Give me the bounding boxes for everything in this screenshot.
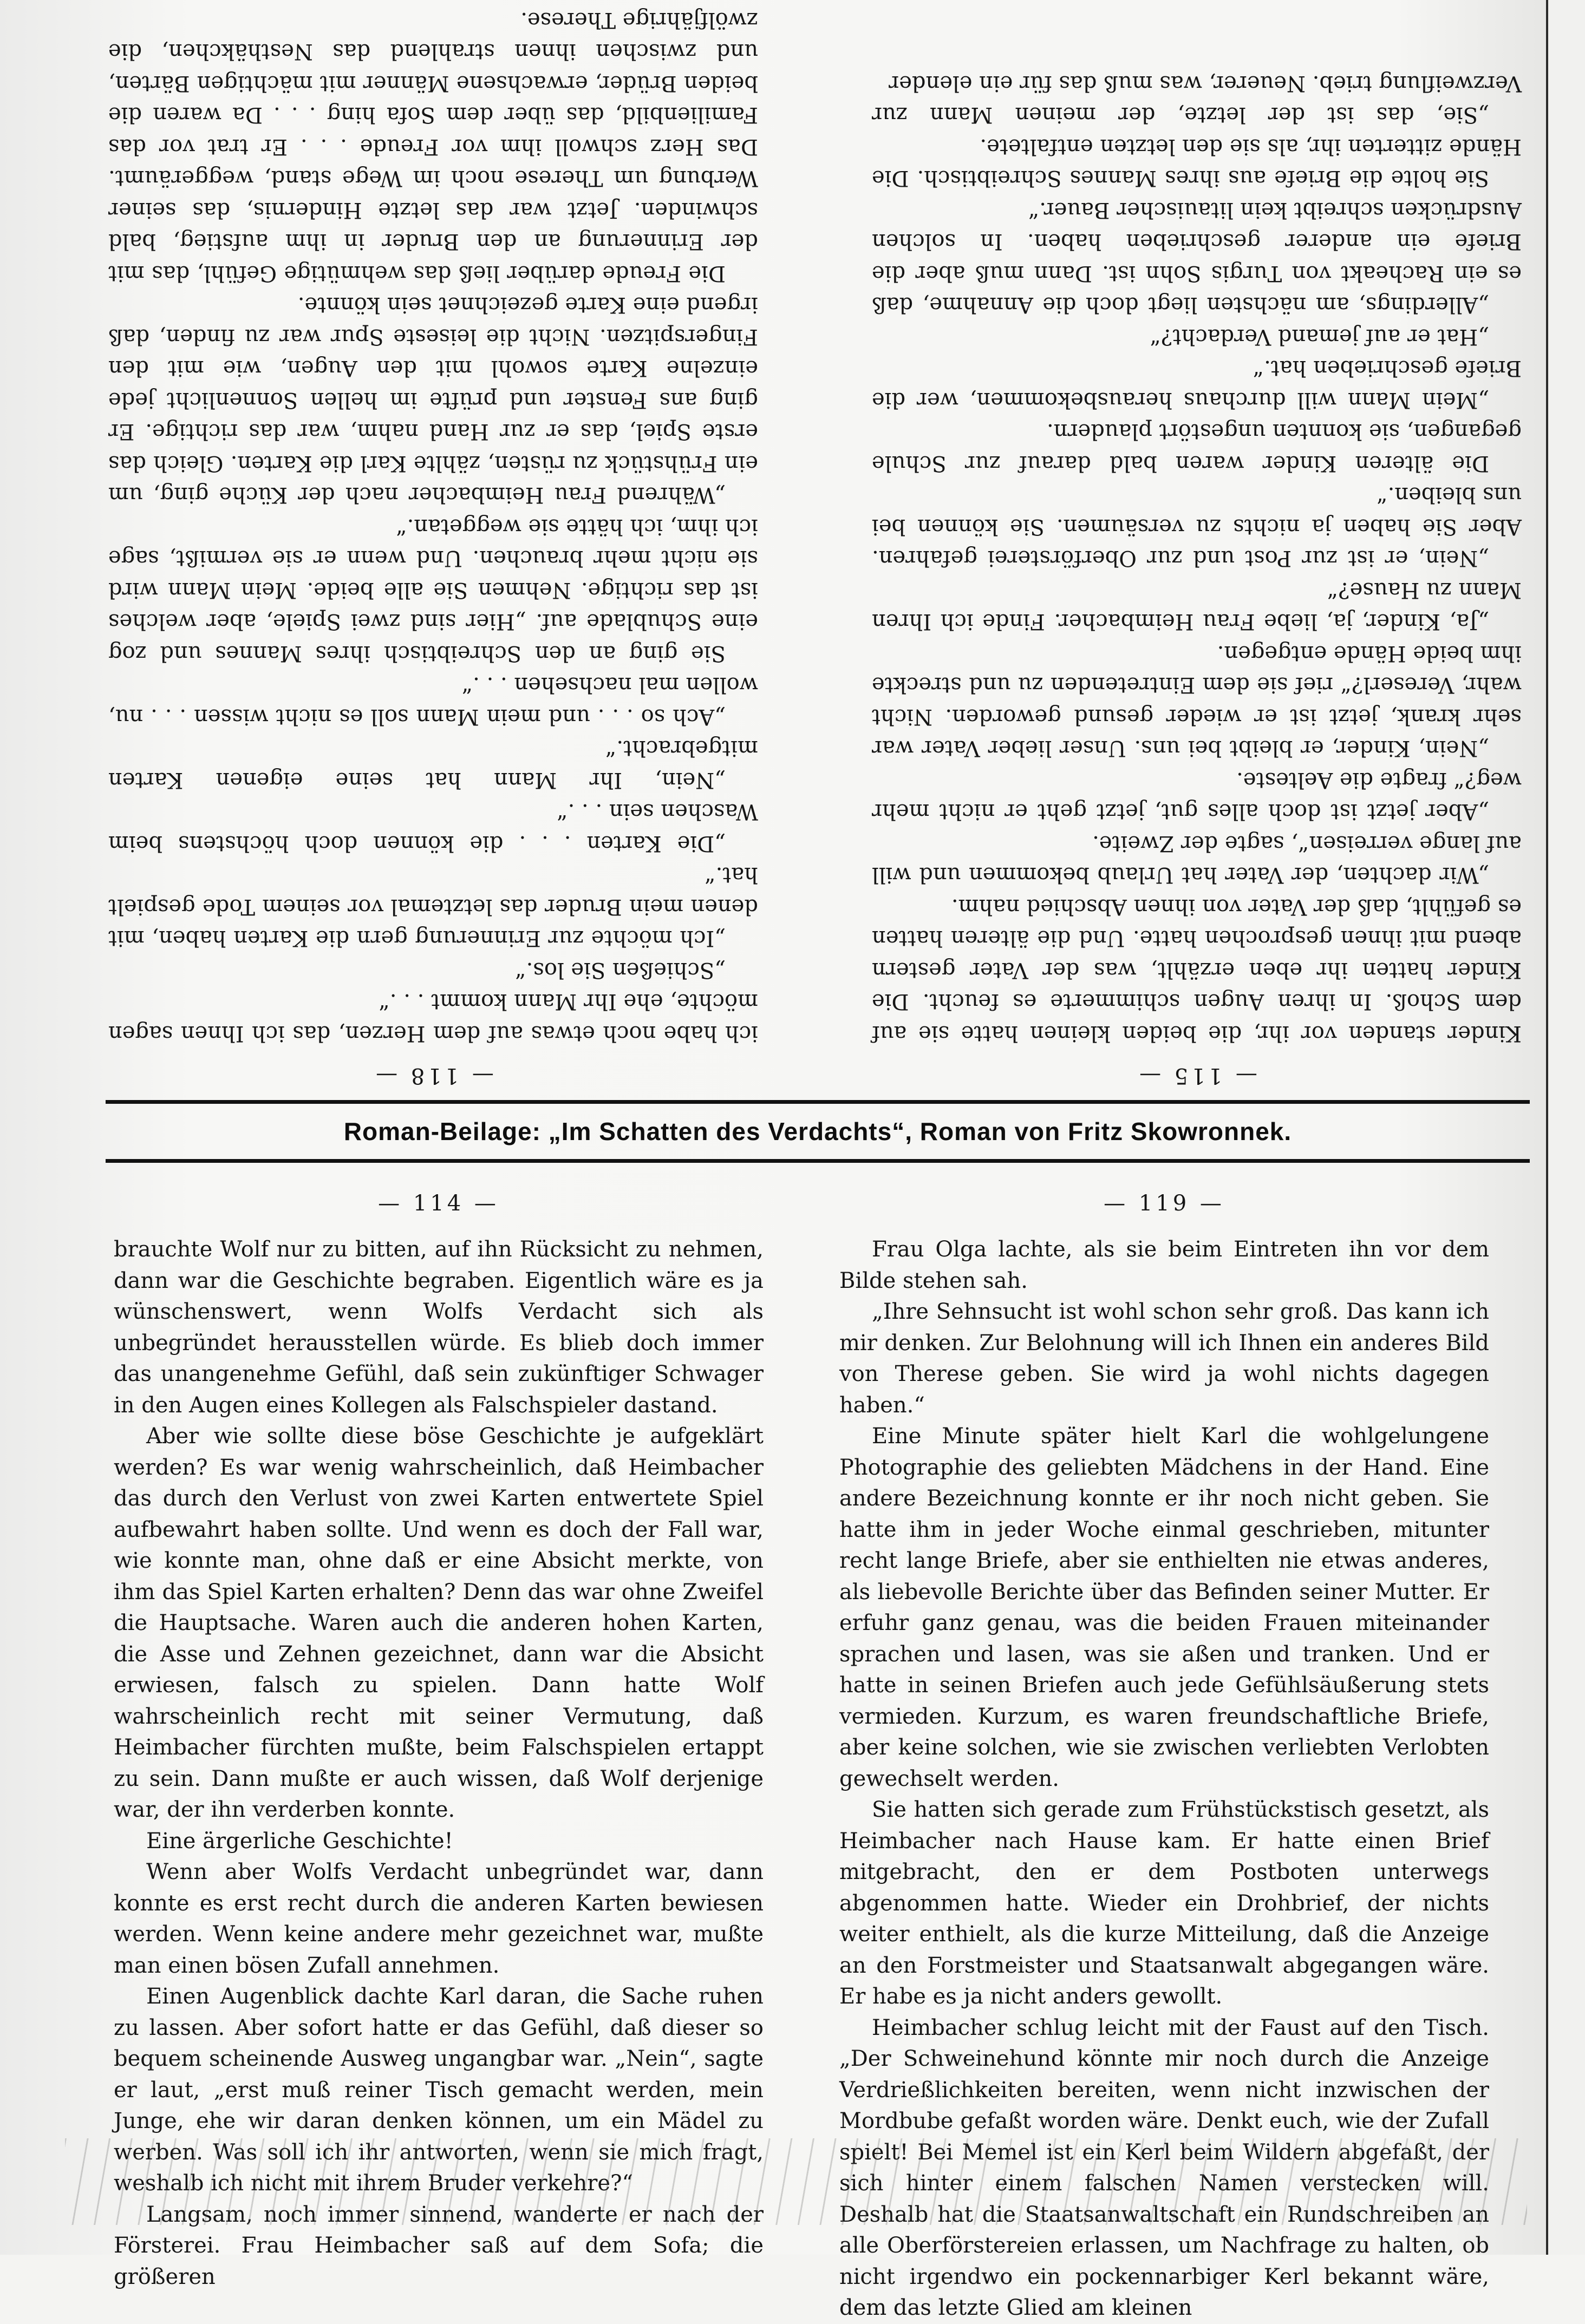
paragraph: Eine ärgerliche Geschichte! xyxy=(146,1828,453,1854)
lower-left-column xyxy=(114,1191,764,2293)
paragraph: „Nein, er ist zur Post und zur Oberförsterei gefahren. Aber Sie haben ja nichts zu versäumen. Sie können bei uns bleiben.“ xyxy=(872,482,1522,571)
paragraph: brauchte Wolf nur zu bitten, auf ihn Rücksicht zu nehmen, dann war die Geschichte begraben. Eigentlich wäre es ja wünschenswert, wenn Wolfs Verdacht sich als unbegründet herausstellen würde. Es blieb doch immer das unangenehme Gefühl, daß sein zukünftiger Schwager in den Augen eines Kollegen als Falschspieler dastand. xyxy=(114,1237,764,1418)
upside-down-section xyxy=(92,8,1522,1088)
paragraph: Die Freude darüber ließ das wehmütige Gefühl, das mit der Erinnerung an den Bruder in ihm aufstieg, bald schwinden. Jetzt war das letzte Hindernis, das seiner Werbung um Therese noch im Wege stand, weggeräumt. Das Herz schwoll ihm vor Freude . . . Er trat vor das Familienbild, das über dem Sofa hing . . . Da waren die beiden Brüder, erwachsene Männer mit mächtigen Bärten, und zwischen ihnen strahlend das Nesthäkchen, die zwölfjährige Therese. xyxy=(108,8,758,286)
upside-right-column xyxy=(108,4,758,1089)
paragraph: „Aber jetzt ist doch alles gut, jetzt geht er nicht mehr weg?“ fragte die Aelteste. xyxy=(872,768,1522,824)
paragraph: Einen Augenblick dachte Karl daran, die Sache ruhen zu lassen. Aber sofort hatte er das Gefühl, daß dieser so bequem scheinende Ausweg ungangbar war. „Nein“, sagte er laut, „erst muß reiner Tisch gemacht werden, mein Junge, ehe wir daran denken können, um ein Mädel zu werben. Was soll ich ihr antworten, wenn sie mich fragt, weshalb ich nicht mit ihrem Bruder verkehre?“ xyxy=(114,1984,764,2196)
paragraph: „Mein Mann will durchaus herausbekommen, wer die Briefe geschrieben hat.“ xyxy=(872,356,1522,413)
paragraph: Die älteren Kinder waren bald darauf zur Schule gegangen, sie konnten ungestört plaudern. xyxy=(872,419,1522,476)
section-banner xyxy=(106,1100,1530,1163)
paragraph: „Sie, das ist der letzte, der meinen Mann zur Verzweiflung trieb. Neuerer, was muß das für ein elender xyxy=(872,71,1522,128)
adjacent-page-edge xyxy=(1546,0,1585,2255)
paragraph: „Ach so . . . und mein Mann soll es nicht wissen . . . nu, wollen mal nachsehen . . .“ xyxy=(108,672,758,729)
upside-left-column xyxy=(872,68,1522,1089)
paragraph: „Ich möchte zur Erinnerung gern die Karten haben, mit denen mein Bruder das letztemal vor seinem Tode gespielt hat.“ xyxy=(108,862,758,951)
paragraph: ich habe noch etwas auf dem Herzen, das ich Ihnen sagen möchte, ehe Ihr Mann kommt . . .“ xyxy=(108,989,758,1046)
paragraph: Langsam, noch immer sinnend, wanderte er nach der Försterei. Frau Heimbacher saß auf dem Sofa; die größeren xyxy=(114,2202,764,2289)
paragraph: Frau Olga lachte, als sie beim Eintreten ihn vor dem Bilde stehen sah. xyxy=(839,1237,1489,1293)
paragraph: „Nein, Ihr Mann hat seine eigenen Karten mitgebracht.“ xyxy=(108,736,758,793)
page-number: — 118 — xyxy=(373,1063,494,1088)
paragraph: Heimbacher schlug leicht mit der Faust auf den Tisch. „Der Schweinehund könnte mir noch durch die Anzeige Verdrießlichkeiten bereiten, wenn nicht inzwischen der Mordbube gefaßt worden wäre. Denkt euch, wie der Zufall spielt! Bei Memel ist ein Kerl beim Wildern abgefaßt, der sich hinter einem falschen Namen verstecken will. Deshalb hat die Staatsanwaltschaft ein Rundschreiben an alle Oberförstereien erlassen, um Nachfrage zu halten, ob nicht irgendwo ein pockennarbiger Kerl bekannt wäre, dem das letzte Glied am kleinen xyxy=(839,2015,1489,2320)
paragraph: „Ja, Kinder, ja, liebe Frau Heimbacher. Finde ich Ihren Mann zu Hause?“ xyxy=(872,578,1522,634)
paragraph: „Allerdings, am nächsten liegt doch die Annahme, daß es ein Racheakt von Turgis Sohn ist. Dann muß aber die Briefe ein anderer geschrieben haben. In solchen Ausdrücken schreibt kein litauischer Bauer.“ xyxy=(872,198,1522,318)
paragraph: Wenn aber Wolfs Verdacht unbegründet war, dann konnte es erst recht durch die anderen Karten bewiesen werden. Wenn keine andere mehr gezeichnet war, mußte man einen bösen Zufall annehmen. xyxy=(114,1860,764,1978)
paragraph: Kinder standen vor ihr, die beiden kleinen hatte sie auf dem Schoß. In ihren Augen schimmerte es feucht. Die Kinder hatten ihr eben erzählt, was der Vater gestern abend mit ihnen gesprochen hatte. Und die älteren hatten es gefühlt, daß der Vater von ihnen Abschied nahm. xyxy=(872,894,1522,1046)
paragraph: „Hat er auf jemand Verdacht?“ xyxy=(1150,324,1489,349)
paragraph: Eine Minute später hielt Karl die wohlgelungene Photographie des geliebten Mädchens in der Hand. Eine andere Bezeichnung konnte er ihr noch nicht geben. Sie hatte ihm in jeder Woche einmal geschrieben, mitunter recht lange Briefe, aber sie enthielten nie etwas anderes, als liebevolle Berichte über das Befinden seiner Mutter. Er erfuhr ganz genau, was die beiden Frauen miteinander sprachen und lasen, was sie aßen und tranken. Und er hatte in seinen Briefen auch jede Gefühlsäußerung stets vermieden. Kurzum, es waren freundschaftliche Briefe, aber keine solchen, wie sie zwischen verliebten Verlobten gewechselt werden. xyxy=(839,1424,1489,1791)
paragraph: „Wir dachten, der Vater hat Urlaub bekommen und will auf lange verreisen“, sagte der Zweite. xyxy=(872,831,1522,888)
banner-title: Roman-Beilage: „Im Schatten des Verdachts“, Roman von Fritz Skowronnek. xyxy=(343,1117,1292,1145)
paragraph: Sie hatten sich gerade zum Frühstückstisch gesetzt, als Heimbacher nach Hause kam. Er hatte einen Brief mitgebracht, den er dem Postboten unterwegs abgenommen hatte. Wieder ein Drohbrief, der nichts weiter enthielt, als die kurze Mitteilung, daß die Anzeige an den Forstmeister und Staatsanwalt abgegangen wäre. Er habe es ja nicht anders gewollt. xyxy=(839,1797,1489,2009)
bottom-edge-wear xyxy=(65,2138,1527,2225)
paragraph: „Schießen Sie los.“ xyxy=(515,958,726,983)
column-text xyxy=(114,1234,764,2293)
column-text xyxy=(872,68,1522,1050)
paragraph: „Die Karten . . . die können doch höchstens beim Waschen sein . . .“ xyxy=(108,799,758,856)
page-number: — 119 — xyxy=(1104,1191,1225,1216)
page-number: — 114 — xyxy=(378,1191,499,1216)
paragraph: Aber wie sollte diese böse Geschichte je aufgeklärt werden? Es war wenig wahrscheinlich, daß Heimbacher das durch den Verlust von zwei Karten entwertete Spiel aufbewahrt haben sollte. Und wenn es doch der Fall war, wie konnte man, ohne daß er eine Absicht merkte, von ihm das Spiel Karten erhalten? Denn das war ohne Zweifel die Hauptsache. Waren auch die anderen hohen Karten, die Asse und Zehnen gezeichnet, dann war die Absicht erwiesen, falsch zu spielen. Dann hatte Wolf wahrscheinlich recht mit seiner Vermutung, daß Heimbacher fürchten mußte, beim Falschspielen ertappt zu sein. Dann mußte er auch wissen, daß Wolf derjenige war, der ihn verderben konnte. xyxy=(114,1424,764,1822)
column-text xyxy=(108,4,758,1050)
paragraph: „Ihre Sehnsucht ist wohl schon sehr groß. Das kann ich mir denken. Zur Belohnung will ich Ihnen ein anderes Bild von Therese geben. Sie wird ja wohl nichts dagegen haben.“ xyxy=(839,1299,1489,1418)
paragraph: Sie holte die Briefe aus ihres Mannes Schreibtisch. Die Hände zitterten ihr, als sie den letzten entfaltete. xyxy=(872,134,1522,191)
paragraph: „Während Frau Heimbacher nach der Küche ging, um ein Frühstück zu rüsten, zählte Karl die Karten. Gleich das erste Spiel, das er zur Hand nahm, war das richtige. Er ging ans Fenster und prüfte im hellen Sonnenlicht jede einzelne Karte sowohl mit den Augen, wie mit den Fingerspitzen. Nicht die leiseste Spur war zu finden, daß irgend eine Karte gezeichnet sein könnte. xyxy=(108,292,758,508)
paragraph: Sie ging an den Schreibtisch ihres Mannes und zog eine Schublade auf. „Hier sind zwei Spiele, aber welches ist das richtige. Nehmen Sie alle beide. Mein Mann wird sie nicht mehr brauchen. Und wenn er sie vermißt, sage ich ihm, ich hätte sie weggetan.“ xyxy=(108,514,758,666)
paragraph: „Nein, Kinder, er bleibt bei uns. Unser lieber Vater war sehr krank, jetzt ist er wieder gesund geworden. Nicht wahr, Vereserl?“ rief sie dem Eintretenden zu und streckte ihm beide Hände entgegen. xyxy=(872,641,1522,761)
page-number: — 115 — xyxy=(1136,1063,1257,1088)
